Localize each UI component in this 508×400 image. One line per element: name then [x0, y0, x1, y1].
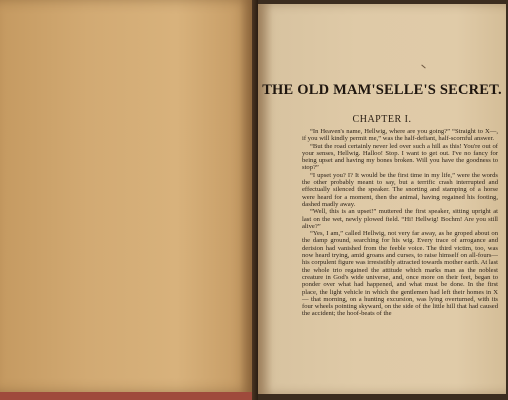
book-title: THE OLD MAM'SELLE'S SECRET.	[262, 82, 502, 98]
right-page	[258, 4, 506, 394]
paragraph: “Yes, I am,” called Hellwig, not very far away, as he groped about on the damp ground, searching for his wig. Every trace of arrogance and derision had vanished from the feeble voice. The third victim, too, was now heard trying, amid groans and curses, to raise himself on all-fours—his corpulent figure was irresistibly attracted towards mother earth. At last the whole trio regained the attitude which marks man as the noblest creature in God's wide universe, and, once more on their feet, began to ponder over what had happened, and what must be done. In the first place, the light vehicle in which the gentlemen had left their homes in X— that morning, on a hunting excursion, was lying overturned, with its four wheels pointing skyward, on the side of the little hill that had caused the accident; the hoof-beats of the	[302, 230, 498, 318]
body-text	[302, 128, 498, 318]
paragraph: “I upset you? I? It would be the first time in my life,” were the words the other probably meant to say, but a terrific crash interrupted and effectually silenced the speaker. The snorting and stamping of a horse were heard for a moment, then the animal, having regained his footing, dashed madly away.	[302, 171, 498, 208]
chapter-heading: CHAPTER I.	[352, 114, 412, 125]
left-page	[0, 0, 253, 392]
paragraph: “Well, this is an upset!” muttered the first speaker, sitting upright at last on the wet, newly plowed field. “Hi! Hellwig! Bochm! Are you still alive?”	[302, 208, 498, 230]
paragraph: “In Heaven's name, Hellwig, where are you going?” “Straight to X—, if you will kindly permit me,” was the half-defiant, half-scornful answer.	[302, 128, 498, 143]
page-mark	[421, 65, 425, 69]
paragraph: “But the road certainly never led over such a hill as this! You're out of your senses, Hellwig. Halloo! Stop. I want to get out. I've no fancy for being upset and having my bones broken. Will you have the goodness to stop?”	[302, 142, 498, 172]
